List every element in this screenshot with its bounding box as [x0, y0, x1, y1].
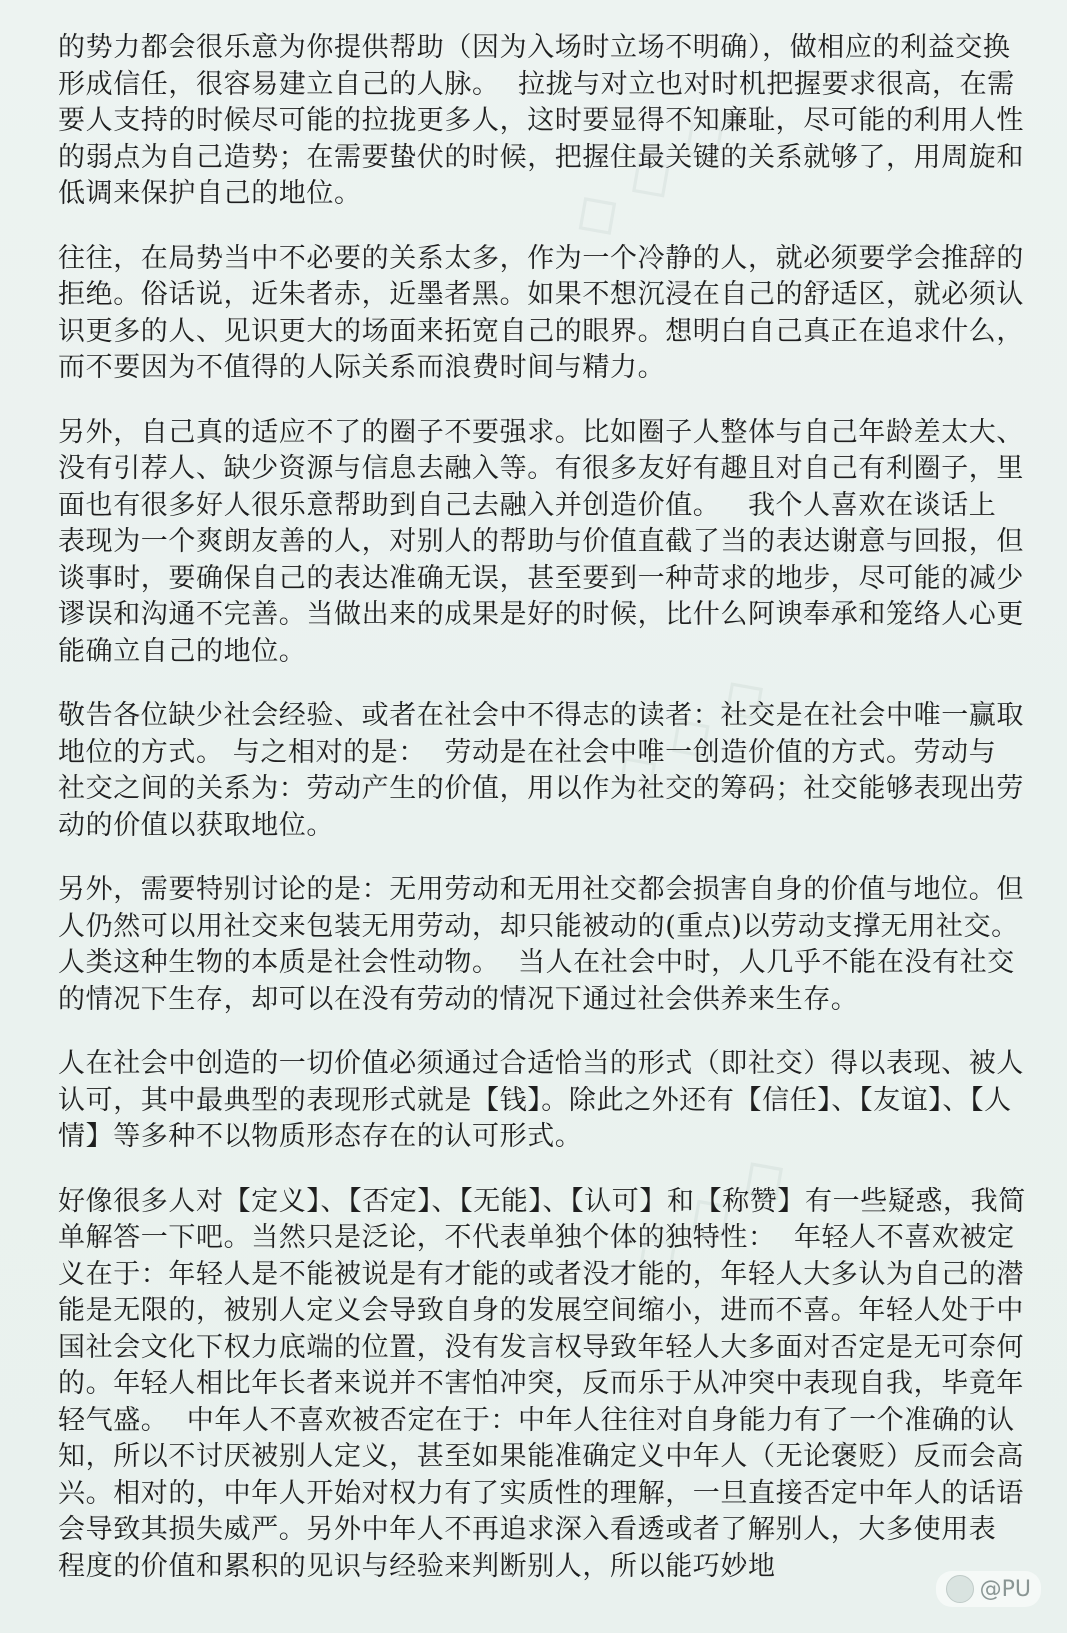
text-line: 低调来保护自己的地位。: [58, 178, 362, 209]
text-line: 的情况下生存，却可以在没有劳动的情况下通过社会供养来生存。: [58, 983, 859, 1015]
text-line: 会导致其损失威严。另外中年人不再追求深入看透或者了解别人，大多使用表: [58, 1514, 997, 1545]
text-line: 义在于：年轻人是不能被说是有才能的或者没才能的，年轻人大多认为自己的潜: [58, 1258, 1024, 1290]
watermark-text: ◇ ◇ ◇: [555, 95, 741, 255]
paragraph-6: [58, 1046, 1024, 1156]
text-line: 的。年轻人相比年长者来说并不害怕冲突，反而乐于从冲突中表现自我，毕竟年: [58, 1368, 1024, 1399]
text-line: 好像很多人对【定义】、【否定】、【无能】、【认可】和【称赞】有一些疑惑，我简: [58, 1185, 1026, 1217]
text-line: 单解答一下吧。当然只是泛论，不代表单独个体的独特性： 年轻人不喜欢被定: [58, 1222, 1015, 1253]
text-line: 地位的方式。 与之相对的是： 劳动是在社会中唯一创造价值的方式。劳动与: [58, 736, 997, 768]
text-line: 往往，在局势当中不必要的关系太多，作为一个冷静的人，就必须要学会推辞的: [58, 242, 1024, 274]
text-line: 轻气盛。 中年人不喜欢被否定在于：中年人往往对自身能力有了一个准确的认: [58, 1404, 1015, 1436]
text-line: 程度的价值和累积的见识与经验来判断别人，所以能巧妙地: [58, 1550, 776, 1582]
text-line: 形成信任，很容易建立自己的人脉。 拉拢与对立也对时机把握要求很高，在需: [58, 68, 1015, 100]
text-line: 谈事时，要确保自己的表达准确无误，甚至要到一种苛求的地步，尽可能的减少: [58, 562, 1024, 594]
text-line: 面也有很多好人很乐意帮助到自己去融入并创造价值。 我个人喜欢在谈话上: [58, 489, 997, 521]
paragraph-5: [58, 872, 1024, 1018]
watermark-text: ◇ ◇ ◇: [595, 655, 781, 815]
text-line: 敬告各位缺少社会经验、或者在社会中不得志的读者：社交是在社会中唯一赢取: [58, 700, 1024, 731]
text-line: 拒绝。俗话说，近朱者赤，近墨者黑。如果不想沉浸在自己的舒适区，就必须认: [58, 279, 1024, 310]
text-line: 没有引荐人、缺少资源与信息去融入等。有很多友好有趣且对自己有利圈子，里: [58, 453, 1024, 484]
text-line: 动的价值以获取地位。: [58, 809, 334, 841]
text-line: 认可，其中最典型的表现形式就是【钱】。除此之外还有【信任】、【友谊】、【人: [58, 1084, 1012, 1116]
text-line: 的弱点为自己造势；在需要蛰伏的时候，把握住最关键的关系就够了，用周旋和: [58, 141, 1024, 173]
text-line: 情】等多种不以物质形态存在的认可形式。: [58, 1121, 583, 1152]
logo-icon: [946, 1575, 974, 1603]
paragraph-2: [58, 241, 1024, 387]
text-line: 表现为一个爽朗友善的人，对别人的帮助与价值直截了当的表达谢意与回报，但: [58, 526, 1024, 557]
text-line: 另外，需要特别讨论的是：无用劳动和无用社交都会损害自身的价值与地位。但: [58, 874, 1024, 905]
text-line: 社交之间的关系为：劳动产生的价值，用以作为社交的筹码；社交能够表现出劳: [58, 773, 1024, 804]
text-line: 能确立自己的地位。: [58, 635, 307, 667]
text-line: 国社会文化下权力底端的位置，没有发言权导致年轻人大多面对否定是无可奈何: [58, 1331, 1024, 1363]
text-line: 兴。相对的，中年人开始对权力有了实质性的理解，一旦直接否定中年人的话语: [58, 1477, 1024, 1509]
text-line: 人类这种生物的本质是社会性动物。 当人在社会中时，人几乎不能在没有社交: [58, 947, 1015, 978]
text-line: 识更多的人、见识更大的场面来拓宽自己的眼界。想明白自己真正在追求什么，: [58, 315, 1024, 347]
text-line: 另外，自己真的适应不了的圈子不要强求。比如圈子人整体与自己年龄差太大、: [58, 416, 1024, 448]
article-body: [58, 30, 1026, 1613]
paragraph-4: [58, 698, 1024, 844]
paragraph-3: [58, 415, 1024, 671]
watermark-text: ◇ ◇ ◇: [615, 1135, 801, 1295]
paragraph-1: [58, 30, 1024, 213]
watermark-badge-text: @PU: [979, 1576, 1031, 1602]
paragraph-7: [58, 1184, 1026, 1586]
text-line: 知，所以不讨厌被别人定义，甚至如果能准确定义中年人（无论褒贬）反而会高: [58, 1441, 1024, 1472]
text-line: 而不要因为不值得的人际关系而浪费时间与精力。: [58, 352, 666, 383]
watermark-badge: [936, 1571, 1041, 1607]
text-line: 人在社会中创造的一切价值必须通过合适恰当的形式（即社交）得以表现、被人: [58, 1048, 1024, 1079]
text-line: 能是无限的，被别人定义会导致自身的发展空间缩小，进而不喜。年轻人处于中: [58, 1295, 1024, 1326]
text-line: 谬误和沟通不完善。当做出来的成果是好的时候，比什么阿谀奉承和笼络人心更: [58, 599, 1024, 630]
text-line: 要人支持的时候尽可能的拉拢更多人，这时要显得不知廉耻，尽可能的利用人性: [58, 105, 1024, 136]
text-line: 的势力都会很乐意为你提供帮助（因为入场时立场不明确），做相应的利益交换: [58, 32, 1011, 63]
text-line: 人仍然可以用社交来包装无用劳动，却只能被动的(重点)以劳动支撑无用社交。: [58, 910, 1019, 942]
